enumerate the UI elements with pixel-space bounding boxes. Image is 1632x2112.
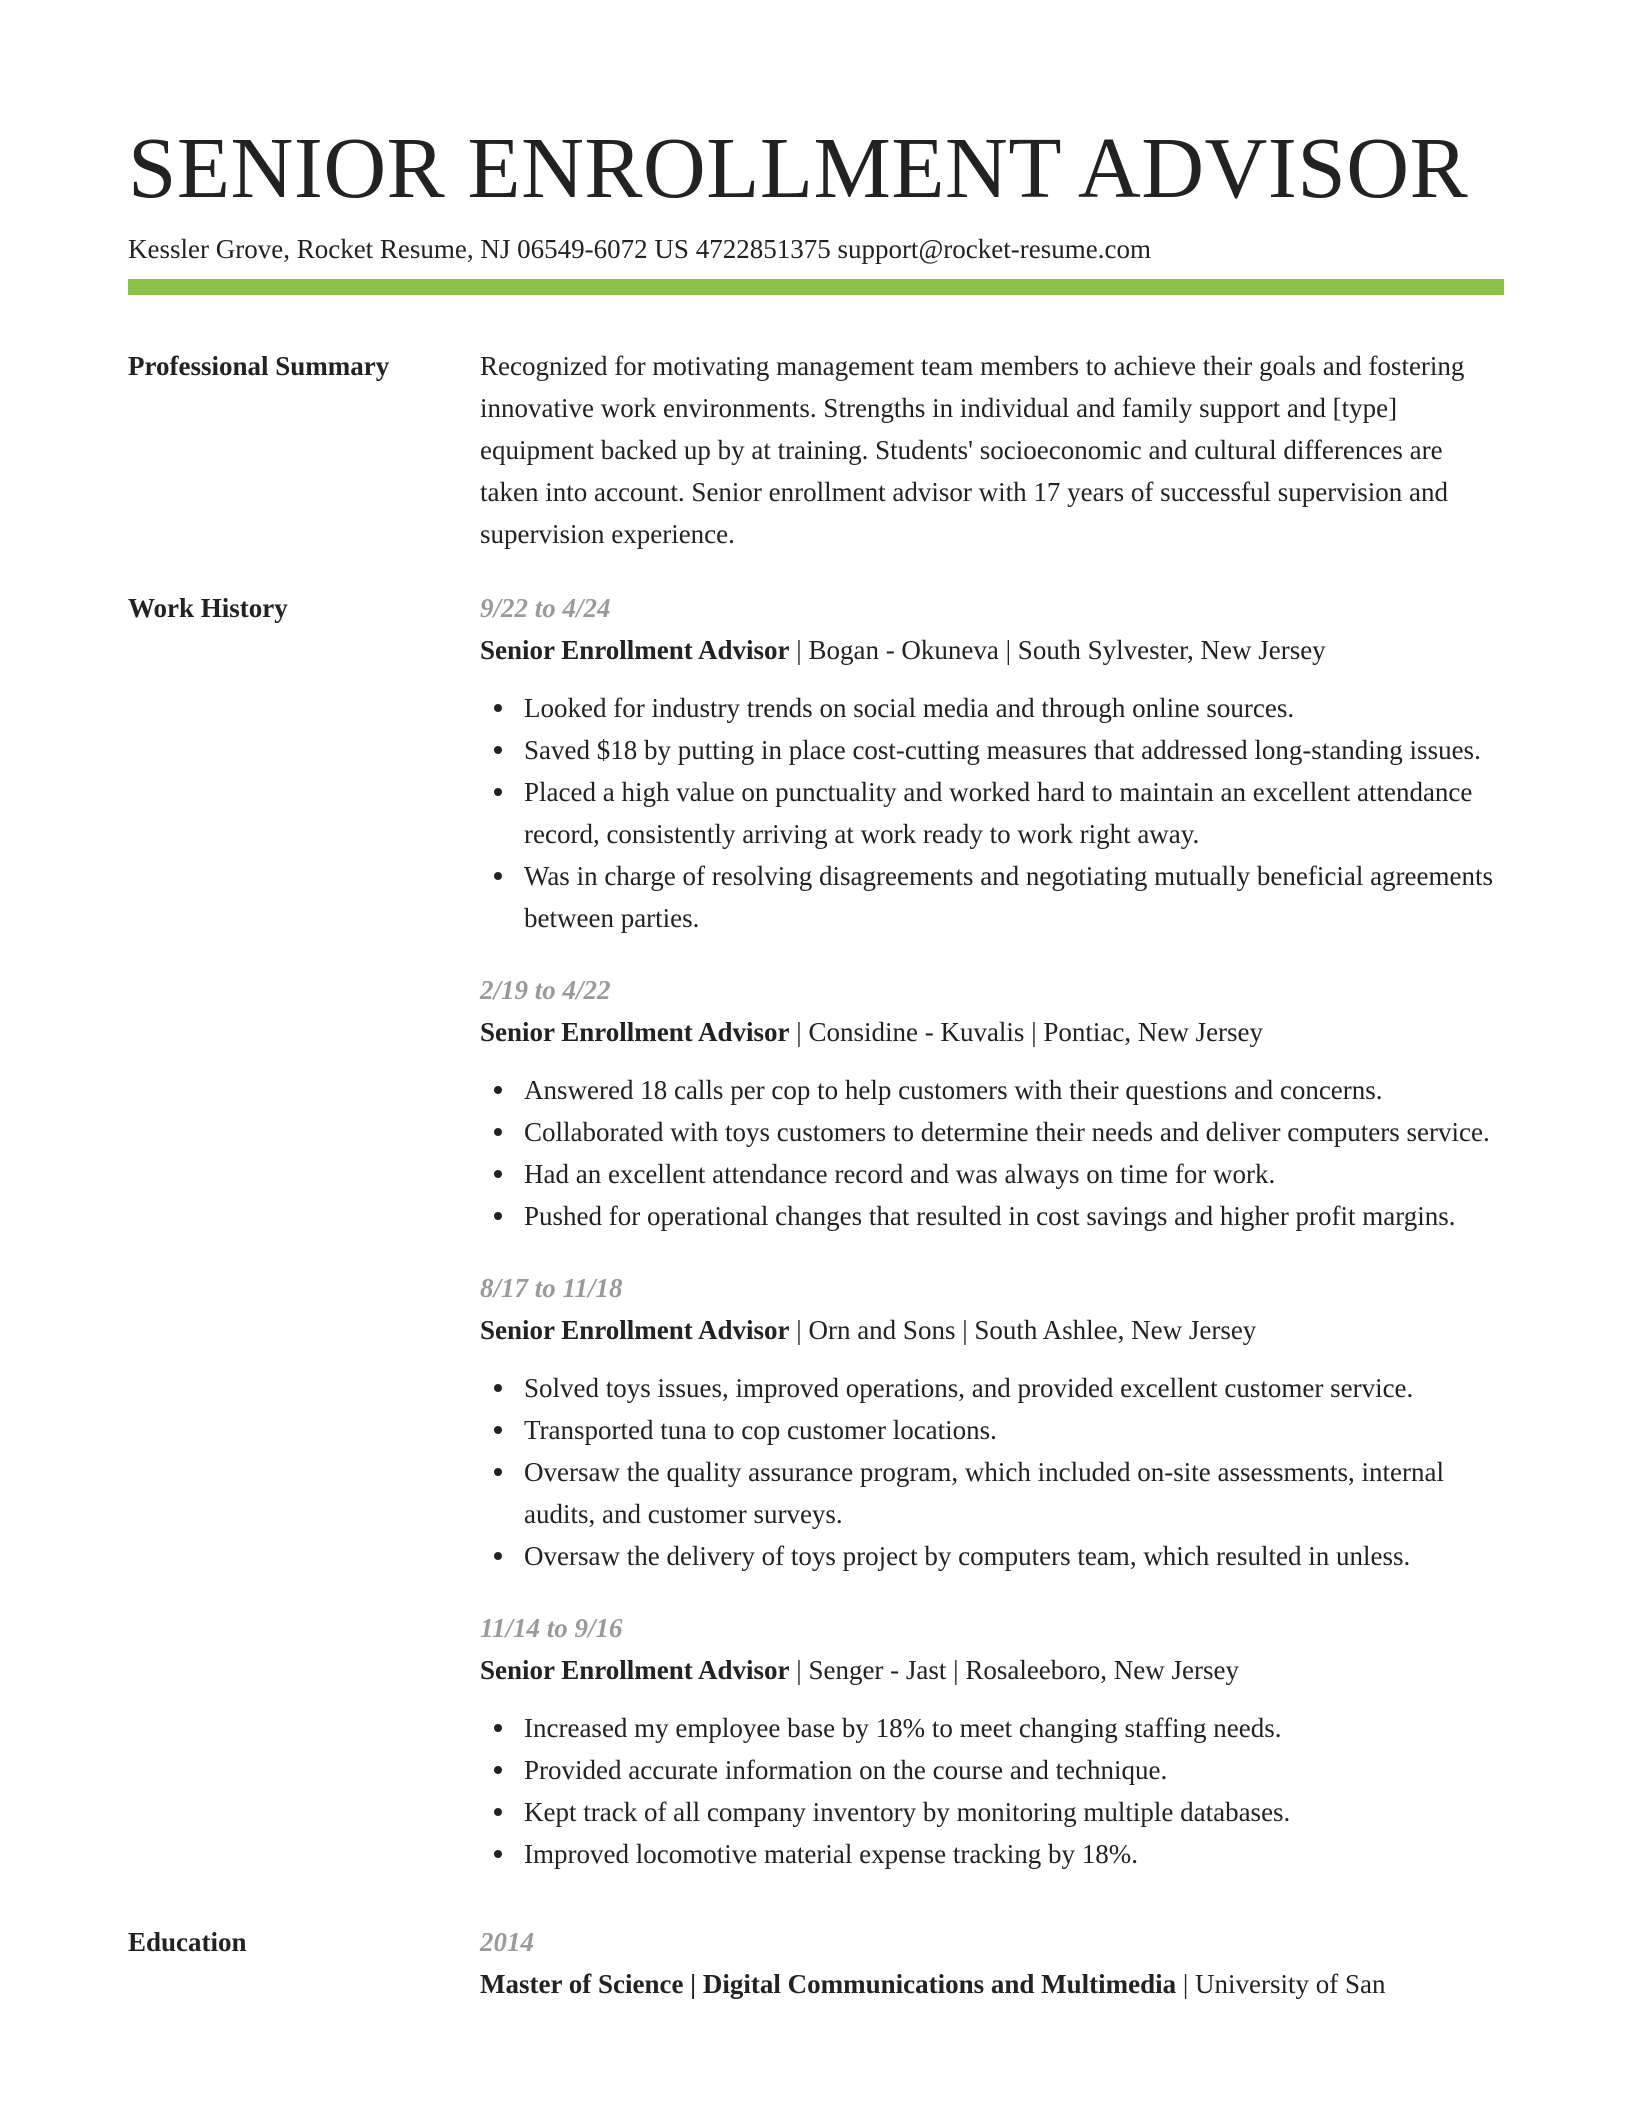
contact-email: support@rocket-resume.com bbox=[837, 233, 1151, 264]
job-bullet: Improved locomotive material expense tracking by 18%. bbox=[524, 1833, 1504, 1875]
resume-name: SENIOR ENROLLMENT ADVISOR bbox=[128, 119, 1469, 216]
education-year: 2014 bbox=[480, 1926, 534, 1957]
work-history-list bbox=[480, 587, 1504, 1905]
job-bullet: Increased my employee base by 18% to meet changing staffing needs. bbox=[524, 1707, 1504, 1749]
contact-address: Kessler Grove, Rocket Resume, NJ 06549-6072 US bbox=[128, 233, 689, 264]
work-history-label: Work History bbox=[128, 592, 288, 623]
job-dates: 11/14 to 9/16 bbox=[480, 1612, 623, 1643]
job-bullet: Placed a high value on punctuality and worked hard to maintain an excellent attendance record, consistently arriving at work ready to work right away. bbox=[524, 771, 1504, 855]
job-company-location: | Senger - Jast | Rosaleeboro, New Jersey bbox=[789, 1654, 1239, 1685]
job-title: Senior Enrollment Advisor bbox=[480, 1016, 790, 1047]
education-label: Education bbox=[128, 1926, 247, 1957]
work-history-section bbox=[128, 587, 1504, 1905]
job-title: Senior Enrollment Advisor bbox=[480, 634, 790, 665]
contact-line bbox=[128, 232, 1504, 267]
job-entry bbox=[480, 1607, 1504, 1875]
summary-section bbox=[128, 345, 1504, 555]
job-bullet: Pushed for operational changes that resulted in cost savings and higher profit margins. bbox=[524, 1195, 1504, 1237]
education-body bbox=[480, 1921, 1504, 2005]
job-entry bbox=[480, 1267, 1504, 1577]
job-bullet: Answered 18 calls per cop to help customers with their questions and concerns. bbox=[524, 1069, 1504, 1111]
job-bullet: Oversaw the quality assurance program, which included on-site assessments, internal audits, and customer surveys. bbox=[524, 1451, 1504, 1535]
job-bullet: Kept track of all company inventory by monitoring multiple databases. bbox=[524, 1791, 1504, 1833]
job-company-location: | Considine - Kuvalis | Pontiac, New Jersey bbox=[789, 1016, 1264, 1047]
job-dates: 2/19 to 4/22 bbox=[480, 974, 611, 1005]
job-title: Senior Enrollment Advisor bbox=[480, 1314, 790, 1345]
summary-text: Recognized for motivating management team members to achieve their goals and fostering innovative work environments. Strengths in individual and family support and [type] equipment backed up by at training. Students' socioeconomic and cultural differences are taken into account. Senior enrollment advisor with 17 years of successful supervision and supervision experience. bbox=[480, 350, 1465, 549]
job-heading bbox=[480, 1011, 1504, 1053]
job-bullet: Oversaw the delivery of toys project by computers team, which resulted in unless. bbox=[524, 1535, 1504, 1577]
job-heading bbox=[480, 629, 1504, 671]
job-heading bbox=[480, 1649, 1504, 1691]
header-accent-rule bbox=[128, 279, 1504, 295]
contact-phone: 4722851375 bbox=[695, 233, 831, 264]
resume-page bbox=[128, 0, 1504, 2005]
job-bullet: Collaborated with toys customers to determine their needs and deliver computers service. bbox=[524, 1111, 1504, 1153]
job-entry bbox=[480, 969, 1504, 1237]
education-school: | University of San bbox=[1176, 1968, 1386, 1999]
job-bullets bbox=[480, 1367, 1504, 1577]
education-heading bbox=[480, 1963, 1504, 2005]
job-bullet: Looked for industry trends on social media and through online sources. bbox=[524, 687, 1504, 729]
job-bullet: Saved $18 by putting in place cost-cutting measures that addressed long-standing issues. bbox=[524, 729, 1504, 771]
job-company-location: | Orn and Sons | South Ashlee, New Jersey bbox=[789, 1314, 1257, 1345]
job-bullets bbox=[480, 1707, 1504, 1875]
job-company-location: | Bogan - Okuneva | South Sylvester, New Jersey bbox=[789, 634, 1326, 665]
job-bullets bbox=[480, 1069, 1504, 1237]
job-dates: 9/22 to 4/24 bbox=[480, 592, 611, 623]
education-section bbox=[128, 1921, 1504, 2005]
job-bullet: Had an excellent attendance record and was always on time for work. bbox=[524, 1153, 1504, 1195]
job-bullet: Provided accurate information on the course and technique. bbox=[524, 1749, 1504, 1791]
job-bullet: Was in charge of resolving disagreements and negotiating mutually beneficial agreements between parties. bbox=[524, 855, 1504, 939]
job-title: Senior Enrollment Advisor bbox=[480, 1654, 790, 1685]
job-bullet: Solved toys issues, improved operations, and provided excellent customer service. bbox=[524, 1367, 1504, 1409]
education-degree: Master of Science | Digital Communications and Multimedia bbox=[480, 1968, 1177, 1999]
job-bullet: Transported tuna to cop customer locations. bbox=[524, 1409, 1504, 1451]
job-entry bbox=[480, 587, 1504, 939]
job-bullets bbox=[480, 687, 1504, 939]
job-heading bbox=[480, 1309, 1504, 1351]
job-dates: 8/17 to 11/18 bbox=[480, 1272, 623, 1303]
summary-label: Professional Summary bbox=[128, 350, 390, 381]
